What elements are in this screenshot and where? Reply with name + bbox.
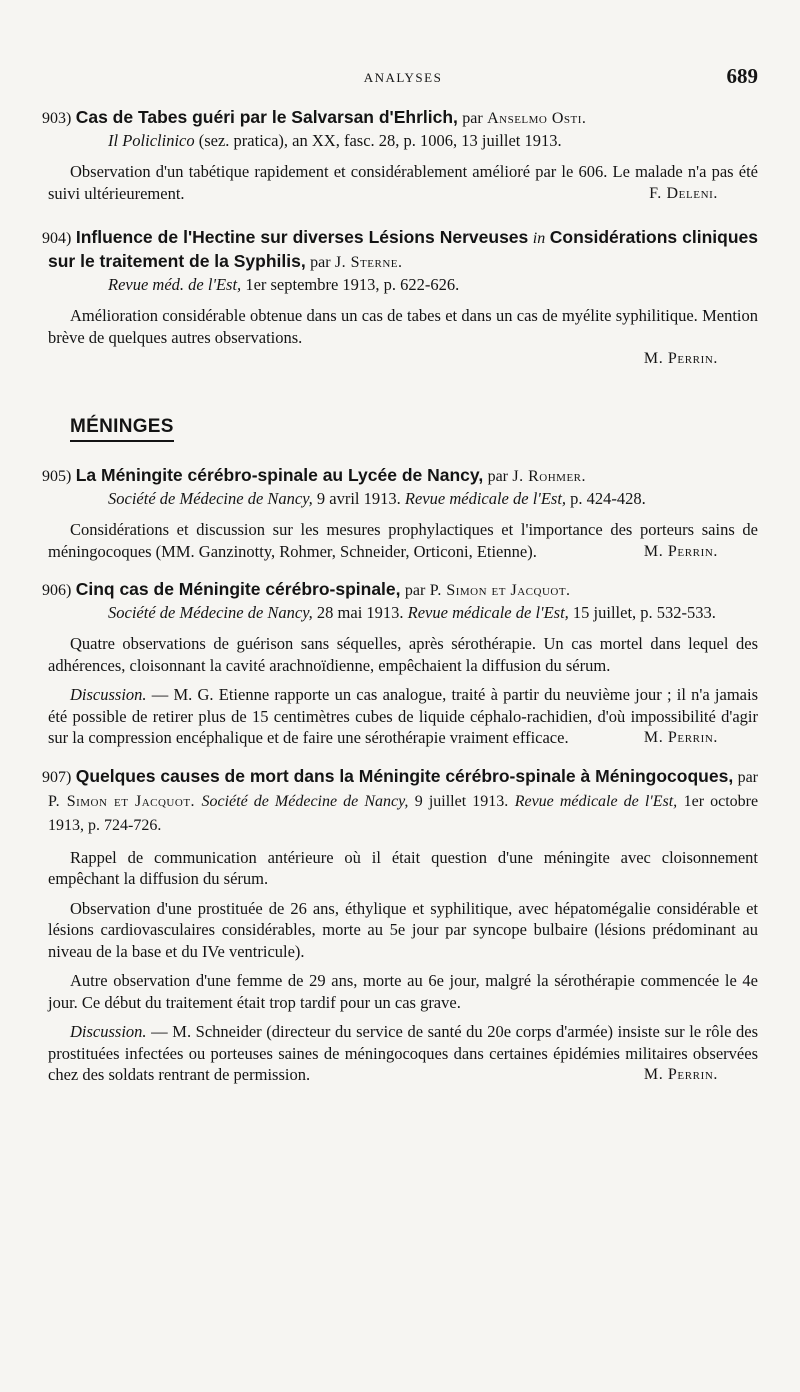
journal-name-secondary: Revue médicale de l'Est, (407, 603, 569, 622)
by-word: par (487, 468, 509, 485)
discussion-text: — M. G. Etienne rapporte un cas analogue, traité à partir du neuvième jour ; il n'a jamais été possible de retirer plus de 15 centimètres cubes de liquide céphalo-rachidien, d'où impossibilité d'agir sur la compression encéphalique et de faire une sérothérapie vraiment efficace. (48, 685, 758, 747)
article-source (48, 488, 758, 509)
source-details: 15 juillet, p. 532-533. (572, 603, 716, 622)
source-details: 1er septembre 1913, p. 622-626. (245, 275, 460, 294)
article-author: J. Sterne. (334, 254, 403, 271)
source-details: (sez. pratica), an XX, fasc. 28, p. 1006, 13 juillet 1913. (198, 131, 562, 150)
by-word: par (737, 768, 759, 786)
entry-number: 906) (42, 582, 72, 599)
abstract-entry-907 (42, 765, 759, 1086)
article-title: La Méningite cérébro-spinale au Lycée de Nancy, (75, 465, 484, 485)
source-details: p. 424-428. (570, 489, 646, 508)
article-author: J. Rohmer. (512, 468, 587, 485)
journal-name: Société de Médecine de Nancy, (201, 792, 409, 810)
article-title: Quelques causes de mort dans la Méningite cérébro-spinale à Méningocoques, (75, 765, 734, 786)
discussion-text: — M. Schneider (directeur du service de santé du 20e corps d'armée) insiste sur le rôle des prostituées infectées ou porteuses saines de méningocoques dans certaines épidémies militaires observées chez des soldats rentrant de permission. (48, 1022, 758, 1084)
abstract-paragraph: Observation d'un tabétique rapidement et considérablement amélioré par le 606. Le malade n'a pas été suivi ultérieurement. F. Deleni. (48, 162, 758, 203)
article-title: Influence de l'Hectine sur diverses Lésions Nerveuses (75, 227, 529, 247)
entry-number: 907) (42, 768, 72, 786)
abstract-paragraph: Considérations et discussion sur les mesures prophylactiques et l'importance des porteurs sains de méningocoques (MM. Ganzinotty, Rohmer, Schneider, Orticoni, Etienne). M. Perrin. (48, 520, 758, 561)
journal-name: Revue méd. de l'Est, (108, 275, 242, 294)
source-date: 9 juillet 1913. (414, 792, 509, 810)
reviewer-signature: M. Perrin. (643, 1066, 718, 1083)
entry-title (42, 464, 758, 488)
journal-name: Société de Médecine de Nancy, (108, 489, 313, 508)
abstract-paragraph: Autre observation d'une femme de 29 ans, morte au 6e jour, malgré la sérothérapie commencée le 4e jour. Ce début du traitement était trop tardif pour un cas grave. (48, 971, 758, 1012)
entry-title (42, 765, 759, 837)
running-head: ANALYSES (363, 70, 443, 85)
article-author: P. Simon et Jacquot. (48, 792, 196, 810)
by-word: par (404, 582, 426, 599)
journal-page (42, 60, 759, 1086)
source-date: 9 avril 1913. (316, 489, 401, 508)
by-word: par (462, 110, 483, 127)
abstract-paragraph: Observation d'une prostituée de 26 ans, éthylique et syphilitique, avec hépatomégalie considérable et lésions cardiovasculaires considérables, morte au 5e jour par syncope bulbaire (lésions prédominant au niveau de la base et du IVe ventricule). (48, 898, 758, 961)
discussion-paragraph (48, 1021, 758, 1086)
article-title-continued: Considérations cliniques sur le traitement de la Syphilis, (48, 227, 758, 271)
entry-number: 903) (42, 110, 72, 127)
abstract-paragraph: Rappel de communication antérieure où il était question d'une méningite avec cloisonnement empêchant la diffusion du sérum. (48, 847, 758, 888)
journal-name: Société de Médecine de Nancy, (108, 603, 313, 622)
entry-number: 904) (42, 230, 72, 247)
journal-name-secondary: Revue médicale de l'Est, (514, 792, 678, 810)
title-connector: in (532, 230, 546, 247)
abstract-entry-906 (42, 578, 758, 749)
section-heading: MÉNINGES (70, 416, 174, 442)
page-header (48, 60, 758, 96)
reviewer-signature: M. Perrin. (643, 542, 718, 560)
discussion-label: Discussion. (70, 1022, 147, 1041)
source-details: 1er octobre 1913, p. 724-726. (48, 792, 759, 834)
reviewer-signature: F. Deleni. (649, 184, 718, 202)
entry-title (42, 226, 758, 274)
discussion-label: Discussion. (70, 685, 147, 704)
article-author: Anselmo Osti. (487, 110, 587, 127)
article-author: P. Simon et Jacquot. (429, 582, 571, 599)
entry-title (42, 106, 758, 130)
page-number: 689 (726, 64, 758, 88)
journal-name: Il Policlinico (108, 131, 195, 150)
article-title: Cinq cas de Méningite cérébro-spinale, (75, 579, 401, 599)
abstract-paragraph: Quatre observations de guérison sans séquelles, après sérothérapie. Un cas mortel dans lequel des adhérences, cloisonnant la cavité arachnoïdienne, empêchaient la diffusion du sérum. (48, 634, 758, 675)
abstract-entry-903 (42, 106, 758, 204)
source-date: 28 mai 1913. (316, 603, 404, 622)
discussion-paragraph (48, 684, 758, 749)
article-source (48, 274, 758, 295)
article-source (48, 130, 758, 151)
entry-title (42, 578, 758, 602)
article-source (48, 602, 758, 623)
abstract-entry-904 (42, 226, 758, 368)
article-title: Cas de Tabes guéri par le Salvarsan d'Ehrlich, (75, 107, 458, 127)
abstract-entry-905 (42, 464, 758, 562)
journal-name-secondary: Revue médicale de l'Est, (404, 489, 567, 508)
abstract-paragraph: Amélioration considérable obtenue dans un cas de tabes et dans un cas de myélite syphilitique. Mention brève de quelques autres observations. (48, 306, 758, 347)
reviewer-signature: M. Perrin. (643, 350, 718, 367)
by-word: par (310, 254, 331, 271)
entry-number: 905) (42, 468, 72, 485)
reviewer-signature: M. Perrin. (643, 729, 718, 746)
